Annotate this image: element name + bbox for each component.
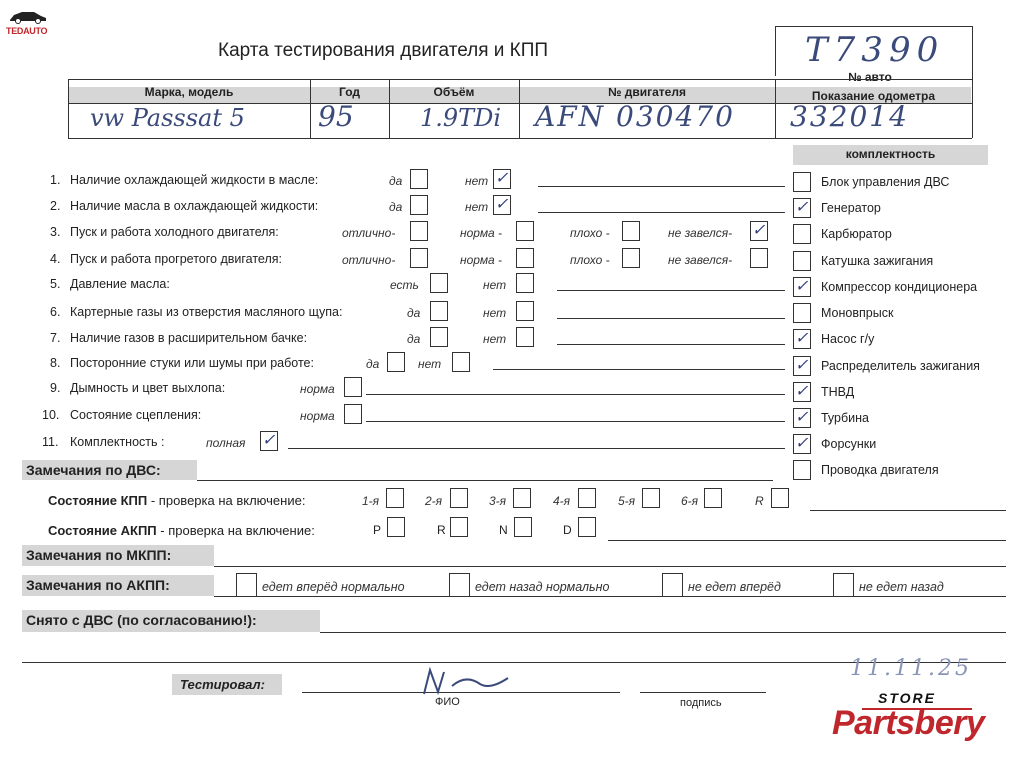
check-number: 8. [50,356,61,370]
auto-note-label: не едет назад [859,580,944,594]
auto-gearbox-title: Состояние АКПП [48,523,157,538]
auto-gear-checkbox[interactable] [387,517,405,537]
check-option-label: не завелся- [668,226,733,240]
check-number: 7. [50,331,61,345]
auto-note-label: не едет вперёд [688,580,781,594]
answer-line [366,421,785,422]
check-option-label: норма [300,382,335,396]
completeness-item-label: Турбина [821,411,869,425]
auto-gear-label: R [437,523,446,537]
completeness-checkbox[interactable] [793,172,811,192]
header-brand-label: Марка, модель [144,85,234,99]
check-number: 11. [42,435,59,449]
check-option-label: плохо - [570,253,610,267]
check-label: Пуск и работа прогретого двигателя: [70,252,282,266]
check-option-checkbox[interactable] [516,301,534,321]
check-option-checkbox[interactable] [410,248,428,268]
check-option-checkbox[interactable] [430,301,448,321]
check-option-label: нет [483,278,507,292]
answer-line [557,318,785,319]
gear-checkbox[interactable] [513,488,531,508]
check-mark-icon: ✓ [795,197,809,216]
auto-note-label: едет вперёд нормально [262,580,405,594]
gear-checkbox[interactable] [771,488,789,508]
check-option-checkbox[interactable] [344,377,362,397]
check-option-checkbox[interactable] [622,248,640,268]
header-year-value: 95 [318,100,354,133]
fio-label: ФИО [435,696,460,708]
gear-checkbox[interactable] [450,488,468,508]
auto-gear-label: P [373,523,382,537]
auto-note-checkbox[interactable] [236,573,257,597]
check-option-label: плохо - [570,226,610,240]
check-option-label: да [389,200,403,214]
completeness-item-label: Распределитель зажигания [821,359,980,373]
answer-line [538,212,785,213]
gearbox-suffix: - проверка на включение: [147,493,306,508]
completeness-item-label: Компрессор кондиционера [821,280,978,294]
completeness-item-label: Карбюратор [821,227,892,241]
removed-label: Снято с ДВС (по согласованию!): [26,612,257,628]
gear-label: 2-я [425,494,443,508]
header-odometer-label: Показание одометра [811,89,936,103]
header-engine-label: № двигателя [608,85,686,99]
check-option-label: нет [418,357,442,371]
check-option-checkbox[interactable] [387,352,405,372]
auto-note-label: едет назад нормально [475,580,610,594]
logo [6,8,50,38]
check-option-label: да [407,332,421,346]
completeness-item-label: Моновпрыск [821,306,894,320]
check-label: Наличие охлаждающей жидкости в масле: [70,173,319,187]
check-option-checkbox[interactable] [622,221,640,241]
check-mark-icon: ✓ [495,194,509,213]
check-option-checkbox[interactable] [430,327,448,347]
engine-notes-label: Замечания по ДВС: [26,462,161,478]
check-number: 3. [50,225,61,239]
check-option-label: нет [483,306,507,320]
header-year-label: Год [339,85,360,99]
check-label: Наличие масла в охлаждающей жидкости: [70,199,319,213]
check-option-checkbox[interactable] [410,221,428,241]
check-option-label: нет [483,332,507,346]
auto-gear-checkbox[interactable] [578,517,596,537]
sign-label: подпись [680,697,722,709]
answer-line [557,290,785,291]
check-option-label: отлично- [342,226,396,240]
check-option-checkbox[interactable] [410,169,428,189]
check-number: 1. [50,173,61,187]
auto-gear-checkbox[interactable] [450,517,468,537]
test-date: 11.11.25 [850,656,972,681]
check-option-checkbox[interactable] [750,248,768,268]
check-option-label: отлично- [342,253,396,267]
check-option-label: норма - [460,226,503,240]
check-label: Комплектность : [70,435,165,449]
header-odometer-value: 332014 [790,100,909,133]
check-label: Давление масла: [70,277,170,291]
watermark-brand: Partsbery [832,704,985,742]
answer-line [366,394,785,395]
gearbox-title: Состояние КПП [48,493,148,508]
check-mark-icon: ✓ [795,407,809,426]
completeness-item-label: Блок управления ДВС [821,175,950,189]
completeness-title: комплектность [845,147,936,161]
completeness-item-label: Катушка зажигания [821,254,934,268]
check-number: 5. [50,277,61,291]
check-number: 4. [50,252,61,266]
check-option-label: нет [465,174,489,188]
gear-label: 6-я [681,494,699,508]
auto-note-checkbox[interactable] [833,573,854,597]
check-mark-icon: ✓ [795,328,809,347]
auto-gear-checkbox[interactable] [514,517,532,537]
check-mark-icon: ✓ [495,168,509,187]
check-option-checkbox[interactable] [516,273,534,293]
answer-line [557,344,785,345]
check-mark-icon: ✓ [262,430,276,449]
auto-note-checkbox[interactable] [662,573,683,597]
check-option-label: да [407,306,421,320]
check-number: 6. [50,305,61,319]
check-mark-icon: ✓ [795,355,809,374]
completeness-checkbox[interactable] [793,303,811,323]
check-option-label: не завелся- [668,253,733,267]
page-title: Карта тестирования двигателя и КПП [218,40,549,61]
check-option-label: полная [206,436,246,450]
gear-label: R [755,494,764,508]
gear-label: 5-я [618,494,636,508]
gear-checkbox[interactable] [578,488,596,508]
answer-line [493,369,785,370]
answer-line [538,186,785,187]
logo-text: TEDAUTO [6,26,48,36]
check-option-checkbox[interactable] [452,352,470,372]
tester-label: Тестировал: [180,677,265,692]
check-mark-icon: ✓ [752,220,766,239]
completeness-item-label: Форсунки [821,437,877,451]
check-label: Наличие газов в расширительном бачке: [70,331,308,345]
check-option-label: да [389,174,403,188]
car-number-value: T7390 [805,30,945,70]
check-number: 2. [50,199,61,213]
check-option-checkbox[interactable] [516,248,534,268]
check-number: 9. [50,381,61,395]
check-option-label: норма - [460,253,503,267]
check-mark-icon: ✓ [795,276,809,295]
auto-gearbox-label [48,523,315,538]
check-option-label: есть [390,278,419,292]
check-option-checkbox[interactable] [344,404,362,424]
check-mark-icon: ✓ [795,433,809,452]
check-number: 10. [42,408,60,422]
completeness-item-label: Проводка двигателя [821,463,939,477]
gear-checkbox[interactable] [642,488,660,508]
auto-note-checkbox[interactable] [449,573,470,597]
completeness-checkbox[interactable] [793,251,811,271]
header-brand-value: vw Passsat 5 [90,104,245,132]
check-option-label: да [366,357,380,371]
gear-checkbox[interactable] [704,488,722,508]
check-mark-icon: ✓ [795,381,809,400]
header-volume-label: Объём [433,85,475,99]
signature-mark [418,664,518,698]
check-label: Картерные газы из отверстия масляного щупа: [70,305,343,319]
check-option-checkbox[interactable] [516,327,534,347]
gear-label: 3-я [489,494,507,508]
completeness-item-label: ТНВД [821,385,855,399]
check-option-label: нет [465,200,489,214]
auto-gear-label: N [499,523,508,537]
check-option-label: норма [300,409,335,423]
gearbox-label [48,493,305,508]
header-volume-value: 1.9TDi [420,104,502,132]
car-number-label: № авто [848,70,892,84]
auto-gear-label: D [563,523,572,537]
check-label: Дымность и цвет выхлопа: [70,381,226,395]
watermark-store: STORE [878,690,936,706]
completeness-item-label: Генератор [821,201,881,215]
check-option-checkbox[interactable] [410,195,428,215]
gear-label: 1-я [362,494,380,508]
auto-notes-label: Замечания по АКПП: [26,577,170,593]
check-option-checkbox[interactable] [516,221,534,241]
check-label: Посторонние стуки или шумы при работе: [70,356,314,370]
completeness-checkbox[interactable] [793,224,811,244]
completeness-item-label: Насос г/у [821,332,875,346]
answer-line [288,448,785,449]
gear-label: 4-я [553,494,571,508]
check-label: Пуск и работа холодного двигателя: [70,225,279,239]
manual-notes-label: Замечания по МКПП: [26,547,172,563]
check-option-checkbox[interactable] [430,273,448,293]
check-label: Состояние сцепления: [70,408,202,422]
completeness-checkbox[interactable] [793,460,811,480]
header-engine-value: AFN 030470 [535,100,735,133]
car-icon [8,8,48,24]
auto-gearbox-suffix: - проверка на включение: [156,523,315,538]
gear-checkbox[interactable] [386,488,404,508]
